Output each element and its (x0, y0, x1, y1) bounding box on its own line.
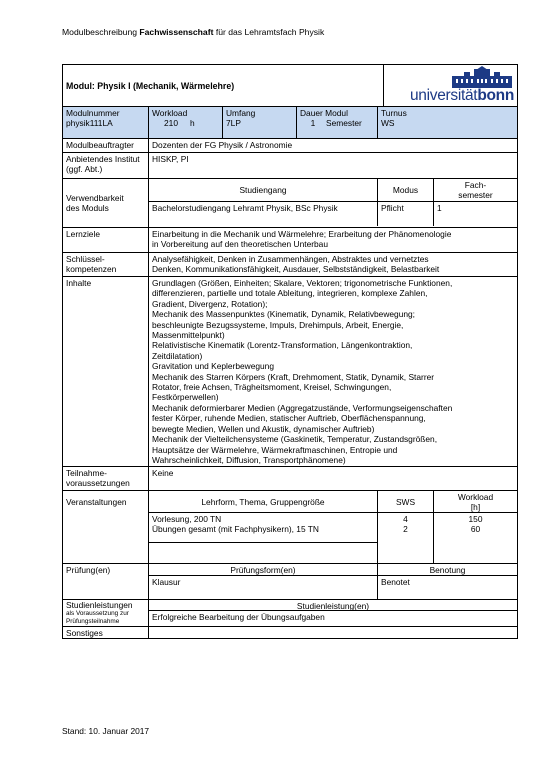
module-title: Modul: Physik I (Mechanik, Wärmelehre) (66, 80, 235, 91)
building-icon (450, 66, 514, 88)
veranstaltung-name: Vorlesung, 200 TN (152, 514, 222, 524)
inhalte-text: Grundlagen (Größen, Einheiten; Skalare, Vektoren; trigonometrische Funktionen, differenzieren, partielle und totale Ableitung, integrieren, komplexe Zahlen, Gradient, Divergenz, Rotation); Mechanik des Massenpunktes (Kinematik, Dynamik, Relativbewegung; beschleunigte Bezugssysteme, Impuls, Drehimpuls, Arbeit, Energie, Massenmittelpunkt) Relativistische Kinematik (Lorentz-Transformation, Längenkontraktion, Zeitdilatation) Gravitation und Keplerbewegung Mechanik des Starren Körpers (Kraft, Drehmoment, Statik, Dynamik, Starrer Rotator, freie Achsen, Trägheitsmoment, Kreisel, Schwingungen, Festkörperwellen) Mechanik deformierbarer Medien (Aggregatzustände, Verformungseigenschaften fester Körper, ruhende Medien, statischer Auftrieb, Oberflächenspannung, bewegte Medien, Wellen und Akustik, dynamischer Auftrieb) Mechanik der Vielteilchensysteme (Gaskinetik, Temperatur, Zustandsgrößen, Hauptsätze der Wärmelehre, Wärmekraftmaschinen, Entropie und Wahrscheinlichkeit, Diffusion, Transportphänomene) (148, 277, 517, 466)
lernziele-row: Lernziele Einarbeitung in die Mechanik und Wärmelehre; Erarbeitung der Phänomenologie in Vorbereitung auf den theoretischen Unterbau (63, 227, 517, 252)
modulnummer-cell: Modulnummer physik111LA (66, 108, 120, 128)
workload-cell: Workload 210 h (148, 107, 222, 138)
beauftragter-row: Modulbeauftragter Dozenten der FG Physik / Astronomie (63, 138, 517, 152)
inhalte-row: Inhalte Grundlagen (Größen, Einheiten; Skalare, Vektoren; trigonometrische Funktionen, differenzieren, partielle und totale Ableitung, integrieren, komplexe Zahlen, Gradient, Divergenz, Rotation); Mechanik des Massenpunktes (Kinematik, Dynamik, Relativbewegung; beschleunigte Bezugssysteme, Impuls, Drehimpuls, Arbeit, Energie, Massenmittelpunkt) Relativistische Kinematik (Lorentz-Transformation, Längenkontraktion, Zeitdilatation) Gravitation und Keplerbewegung Mechanik des Starren Körpers (Kraft, Drehmoment, Statik, Dynamik, Starrer Rotator, freie Achsen, Trägheitsmoment, Kreisel, Schwingungen, Festkörperwellen) Mechanik deformierbarer Medien (Aggregatzustände, Verformungseigenschaften fester Körper, ruhende Medien, statischer Auftrieb, Oberflächenspannung, bewegte Medien, Wellen und Akustik, dynamischer Auftrieb) Mechanik der Vielteilchensysteme (Gaskinetik, Temperatur, Zustandsgrößen, Hauptsätze der Wärmelehre, Wärmekraftmaschinen, Entropie und Wahrscheinlichkeit, Diffusion, Transportphänomene) (63, 276, 517, 466)
header-bold: Fachwissenschaft (139, 27, 214, 37)
veranstaltung-workload: 150 (468, 514, 483, 524)
schluessel-row: Schlüssel- kompetenzen Analysefähigkeit, Denken in Zusammenhängen, Abstraktes und vernetztes Denken, Kommunikationsfähigkeit, Ausdauer, Selbstständigkeit, Belastbarkeit (63, 252, 517, 276)
header-suffix: für das Lehramtsfach Physik (213, 27, 325, 37)
veranstaltung-name: Übungen gesamt (mit Fachphysikern), 15 TN (152, 524, 319, 534)
logo-text: universitätbonn (409, 87, 514, 104)
veranstaltung-workload: 60 (470, 524, 481, 534)
footer-date: Stand: 10. Januar 2017 (62, 726, 150, 736)
studienleistungen-row: Studienleistungen als Voraussetzung zur Prüfungsteilnahme Studienleistung(en) Erfolgreiche Bearbeitung der Übungsaufgaben (63, 599, 517, 626)
title-row (63, 65, 517, 106)
veranstaltungen-row: Veranstaltungen Lehrform, Thema, Gruppengröße SWS Workload [h] Vorlesung, 200 TN Übungen gesamt (mit Fachphysikern), 15 TN 4 2 150 60 (63, 490, 517, 563)
module-table (62, 64, 518, 639)
verwendbarkeit-row: Verwendbarkeit des Moduls Studiengang Modus Fach- semester Bachelorstudiengang Lehramt Physik, BSc Physik Pflicht 1 (63, 178, 517, 227)
header-prefix: Modulbeschreibung (62, 27, 140, 37)
umfang-cell: Umfang 7LP (222, 107, 296, 138)
university-logo (383, 65, 517, 106)
turnus-cell: Turnus WS (377, 107, 517, 138)
sonstiges-row: Sonstiges (63, 626, 517, 638)
page-header (62, 27, 324, 37)
pruefung-row: Prüfung(en) Prüfungsform(en) Benotung Klausur Benotet (63, 563, 517, 599)
teilnahme-row: Teilnahme- voraussetzungen Keine (63, 466, 517, 490)
veranstaltung-sws: 2 (403, 524, 408, 534)
info-row (63, 106, 517, 138)
institut-row: Anbietendes Institut (ggf. Abt.) HISKP, PI (63, 152, 517, 178)
veranstaltung-sws: 4 (403, 514, 408, 524)
dauer-cell: Dauer Modul 1 Semester (296, 107, 377, 138)
